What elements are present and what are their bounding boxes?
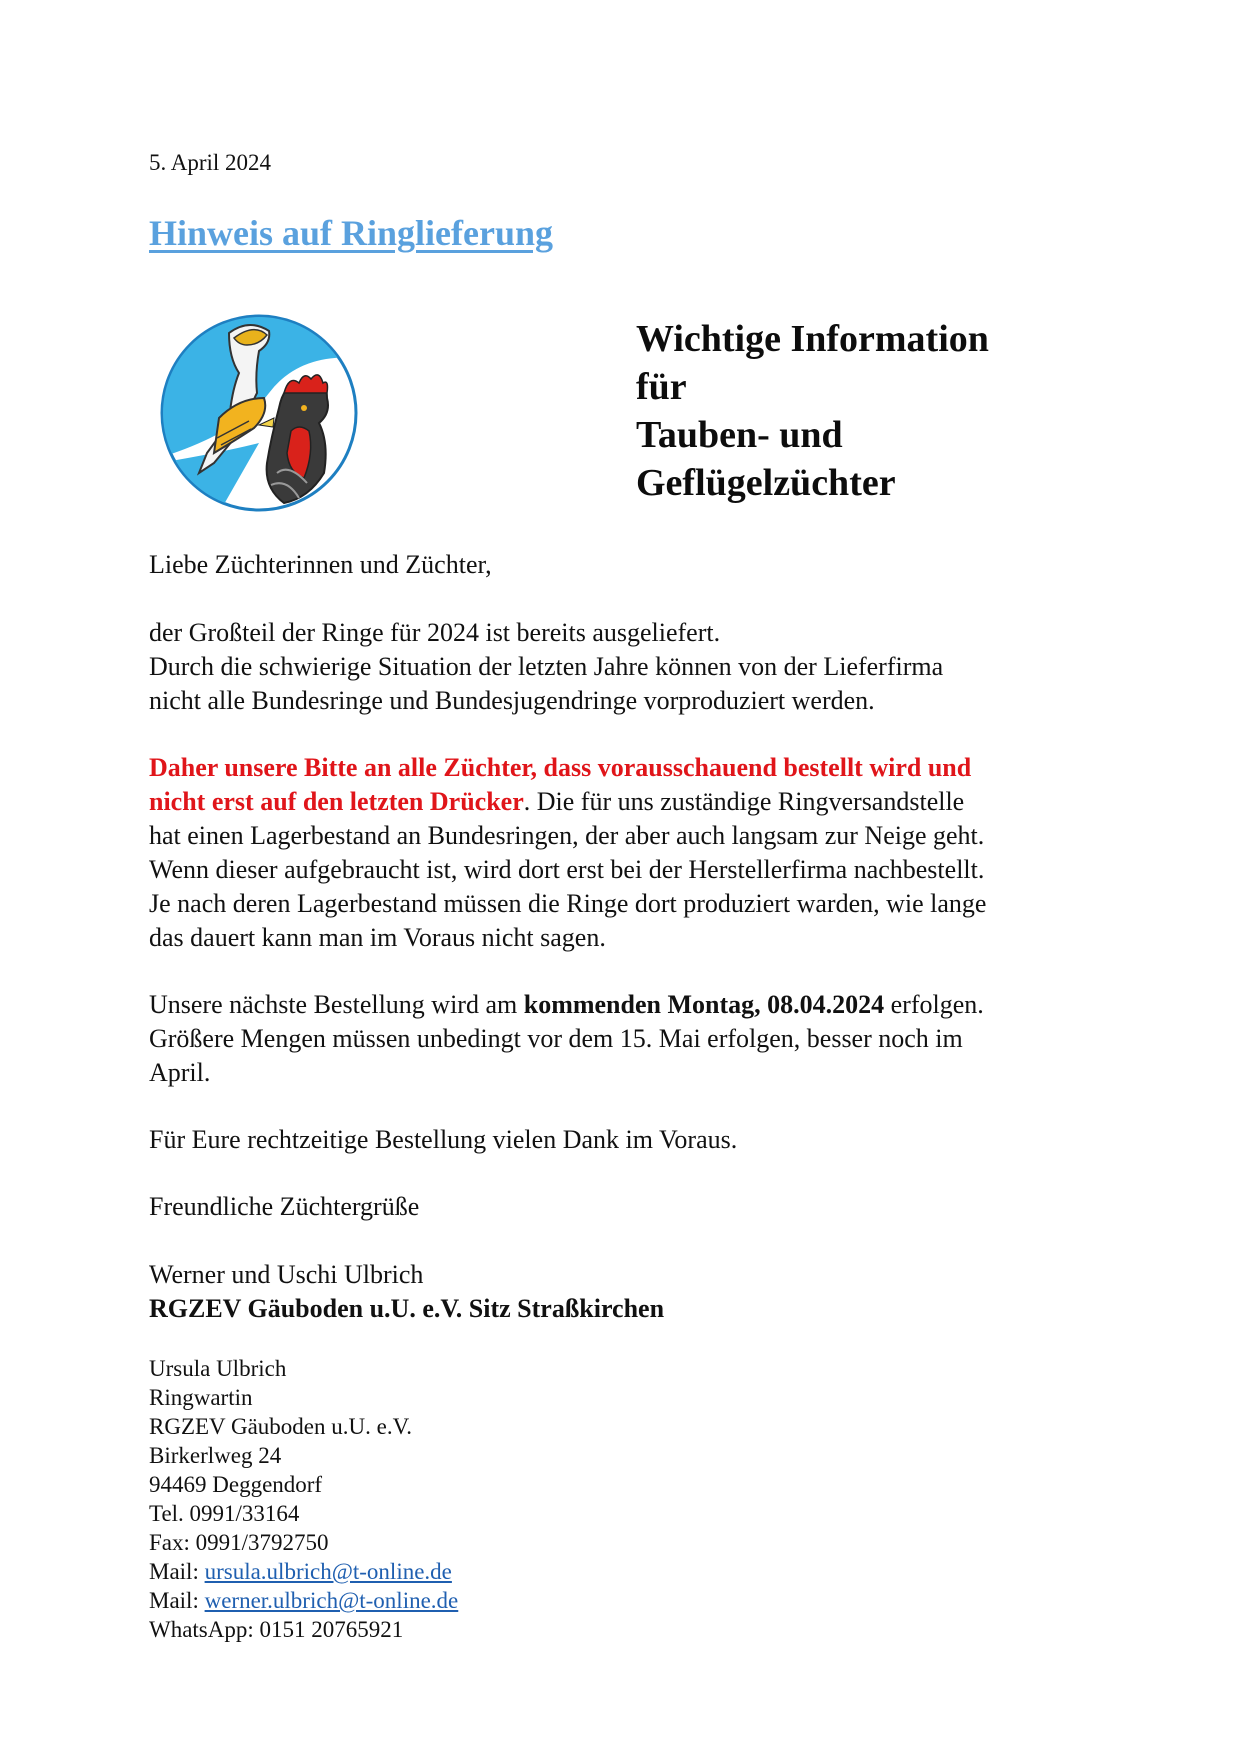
mail-link-werner[interactable]: werner.ulbrich@t-online.de <box>204 1588 459 1613</box>
mail-link-ursula[interactable]: ursula.ulbrich@t-online.de <box>204 1559 452 1584</box>
info-title-line: Wichtige Information <box>636 318 989 360</box>
text-line: Je nach deren Lagerbestand müssen die Ringe dort produziert warden, wie lange <box>149 889 987 918</box>
contact-whatsapp: WhatsApp: 0151 20765921 <box>149 1617 404 1642</box>
mail-label: Mail: <box>149 1559 205 1584</box>
paragraph-next-order <box>149 988 1109 1090</box>
contact-street: Birkerlweg 24 <box>149 1443 282 1468</box>
text-line: nicht alle Bundesringe und Bundesjugendringe vorproduziert werden. <box>149 686 875 715</box>
paragraph-delivery-status <box>149 616 1109 718</box>
letter-date: 5. April 2024 <box>149 150 272 175</box>
text-line: hat einen Lagerbestand an Bundesringen, der aber auch langsam zur Neige geht. <box>149 821 985 850</box>
text-line: Unsere nächste Bestellung wird am <box>149 990 524 1019</box>
signature-club: RGZEV Gäuboden u.U. e.V. Sitz Straßkirchen <box>149 1294 665 1323</box>
page-title: Hinweis auf Ringlieferung <box>149 213 554 253</box>
info-title-line: Geflügelzüchter <box>636 462 896 504</box>
contact-mail-row <box>149 1557 458 1586</box>
text-line: . Die für uns zuständige Ringversandstelle <box>523 787 965 816</box>
paragraph-order-request <box>149 751 1109 955</box>
contact-block <box>149 1354 458 1644</box>
info-title-line: für <box>636 366 687 408</box>
info-title <box>636 315 989 507</box>
mail-label: Mail: <box>149 1588 205 1613</box>
contact-city: 94469 Deggendorf <box>149 1472 323 1497</box>
signature-names: Werner und Uschi Ulbrich <box>149 1260 424 1289</box>
contact-tel: Tel. 0991/33164 <box>149 1501 300 1526</box>
contact-name: Ursula Ulbrich <box>149 1356 287 1381</box>
greeting: Liebe Züchterinnen und Züchter, <box>149 550 492 579</box>
text-line: das dauert kann man im Voraus nicht sagen. <box>149 923 606 952</box>
pigeon-rooster-emblem-icon <box>159 313 359 513</box>
thanks-line: Für Eure rechtzeitige Bestellung vielen Dank im Voraus. <box>149 1125 738 1154</box>
text-line: erfolgen. <box>884 990 984 1019</box>
text-line: April. <box>149 1058 211 1087</box>
signature <box>149 1258 1109 1326</box>
info-title-line: Tauben- und <box>636 414 843 456</box>
closing-line: Freundliche Züchtergrüße <box>149 1192 420 1221</box>
text-line: Durch die schwierige Situation der letzten Jahre können von der Lieferfirma <box>149 652 944 681</box>
emphasis-text: Daher unsere Bitte an alle Züchter, dass vorausschauend bestellt wird und <box>149 753 972 782</box>
contact-fax: Fax: 0991/3792750 <box>149 1530 329 1555</box>
contact-org: RGZEV Gäuboden u.U. e.V. <box>149 1414 412 1439</box>
text-line: der Großteil der Ringe für 2024 ist bereits ausgeliefert. <box>149 618 721 647</box>
club-logo <box>159 313 359 513</box>
contact-role: Ringwartin <box>149 1385 253 1410</box>
contact-mail-row <box>149 1586 458 1615</box>
text-line: Größere Mengen müssen unbedingt vor dem 15. Mai erfolgen, besser noch im <box>149 1024 963 1053</box>
emphasis-text: nicht erst auf den letzten Drücker <box>149 787 524 816</box>
text-line: Wenn dieser aufgebraucht ist, wird dort erst bei der Herstellerfirma nachbestellt. <box>149 855 985 884</box>
order-date: kommenden Montag, 08.04.2024 <box>523 990 885 1019</box>
